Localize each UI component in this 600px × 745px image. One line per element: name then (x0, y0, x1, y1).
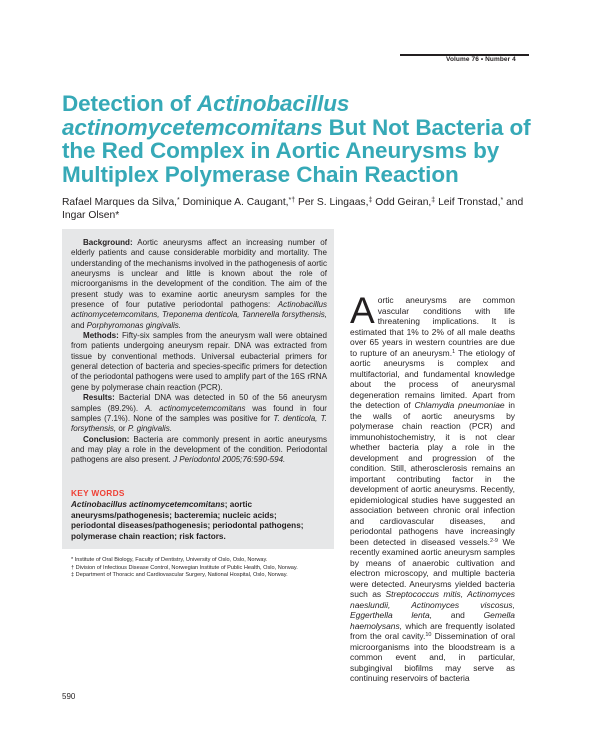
abstract-methods (71, 331, 327, 393)
body-text-part: in the walls of aortic aneurysms by polymerase chain reaction (PCR) and immunohistochemistry, it is not clear whether bacteria play a role in the development and progression of the condition. Still, atherosclerosis remains an important contributing factor in the development of aortic aneurysms. Recently, epidemiological studies have suggested an association between chronic oral infection and cardiovascular diseases, and periodontal pathogens have increasingly been detected in diseased vessels. (350, 400, 515, 547)
body-text-part: ortic aneurysms are common vascular conditions with life threatening implications. It is estimated that 1% to 2% of all male deaths over 65 years in western countries are due to rupture of an aneurysm. (350, 295, 515, 358)
section-label: Results: (83, 393, 115, 403)
species-names: Chlamydia pneumoniae (414, 400, 505, 410)
section-label: Background: (83, 238, 133, 247)
keyword-list: ; aortic aneurysms/pathogenesis; bacteremia; nucleic acids; periodontal diseases/pathogenesis; periodontal pathogens; polymerase chain reaction; risk factors. (71, 500, 304, 541)
body-text (350, 290, 515, 684)
affiliation-mark: *† (288, 197, 296, 204)
author: Per S. Lingaas, (295, 197, 369, 208)
article-title (62, 92, 542, 186)
affiliation: ‡ Department of Thoracic and Cardiovascular Surgery, National Hospital, Oslo, Norway. (71, 572, 288, 579)
section-label: Methods: (83, 331, 119, 341)
abstract-text: was found in four samples (7.1%). None of the samples was positive for (71, 403, 327, 423)
affiliations (71, 557, 346, 580)
keywords-heading: KEY WORDS (71, 488, 125, 498)
abstract-text: Aortic aneurysms affect an increasing number of elderly patients and cause considerable morbidity and mortality. The understanding of the mechanisms involved in the pathogenesis of aortic aneurysms is unclear and little is known about the role of microorganisms in the development of the condition. The aim of the present study was to examine aortic aneurysm samples for the presence of four putative periodontal pathogens: (71, 238, 327, 310)
title-part: But Not Bacteria of the Red Complex in Aortic Aneurysms by Multiplex Polymerase Chain Reaction (62, 114, 531, 187)
species-names: Streptococcus mitis, Actinomyces naeslundii, Actinomyces viscosus, Eggerthella lenta, (350, 589, 515, 620)
author: Leif Tronstad, (435, 197, 501, 208)
affiliation-mark: ‡ (431, 197, 436, 204)
abstract (71, 238, 327, 466)
affiliation: * Institute of Oral Biology, Faculty of Dentistry, University of Oslo, Oslo, Norway. (71, 557, 268, 563)
affiliation-mark: * (500, 197, 504, 204)
title-species-epithet: actinomycetemcomitans (62, 114, 323, 140)
introduction-paragraph (350, 290, 515, 684)
abstract-text: Bacteria are commonly present in aortic aneurysms and may play a role in the development of the condition. Periodontal pathogens are also present. (71, 434, 327, 465)
affiliation-mark: ‡ (368, 197, 373, 204)
abstract-text: Bacterial DNA was detected in 50 of the 56 aneurysm samples (89.2%). (71, 393, 327, 413)
author: Dominique A. Caugant, (179, 197, 289, 208)
keyword-species: Actinobacillus actinomycetemcomitans (71, 500, 225, 509)
title-part: Detection of (62, 91, 197, 116)
species-names: Actinobacillus actinomycetemcomitans, Treponema denticola, Tannerella forsythensis, (71, 300, 327, 320)
reference: 10 (425, 632, 432, 638)
species-names: P. gingivalis. (127, 424, 172, 434)
page-number: 590 (62, 692, 76, 701)
drop-cap: A (350, 290, 375, 331)
author: and Ingar Olsen* (62, 197, 524, 221)
abstract-results (71, 393, 327, 434)
abstract-text: Fifty-six samples from the aneurysm wall were obtained from patients undergoing aneurysm repair. DNA was extracted from tissue by conventional methods. Universal eubacterial primers for general detection of bacteria and species-specific primers for detection of the periodontal pathogens were used to amplify part of the 16S rRNA gene by polymerase chain reaction (PCR). (71, 331, 327, 392)
title-species-genus: Actinobacillus (196, 91, 350, 116)
body-text-part: and (432, 610, 484, 620)
species-names: Porphyromonas gingivalis. (86, 320, 182, 330)
affiliation-mark: * (177, 197, 180, 204)
author-list (62, 196, 532, 222)
abstract-background (71, 238, 327, 331)
body-text-part: which are frequently isolated from the oral cavity. (350, 620, 515, 641)
abstract-text: or (116, 424, 128, 434)
reference: 2-9 (490, 537, 498, 544)
species-names: T. denticola, T. forsythensis, (71, 413, 327, 434)
species-names: A. actinomycetemcomitans (144, 403, 246, 413)
body-text-part: Dissemination of oral microorganisms into the bloodstream is a common event and, in particular, subgingival biofilms may serve as continuing reservoirs of bacteria (350, 631, 515, 683)
author: Rafael Marques da Silva, (62, 197, 178, 208)
abstract-conclusion (71, 435, 327, 466)
citation: J Periodontol 2005;76:590-594. (173, 455, 286, 465)
species-names: Gemella haemolysans, (350, 610, 515, 631)
section-label: Conclusion: (83, 434, 130, 444)
journal-volume: Volume 76 • Number 4 (446, 56, 516, 63)
keywords (71, 500, 323, 542)
affiliation: † Division of Infectious Disease Control, Norwegian Institute of Public Health, Oslo, Norway. (71, 564, 298, 571)
body-text-part: The etiology of aortic aneurysms is complex and multifactorial, and fundamental knowledge about the process of aneurysmal degeneration remains limited. Apart from the detection of (350, 347, 515, 410)
abstract-text: and (71, 320, 87, 330)
reference: 1 (452, 348, 456, 355)
body-text-part: We recently examined aortic aneurysm samples by means of anaerobic cultivation and electron microscopy, and multiple bacteria were detected. Aneurysms yielded bacteria such as (350, 536, 515, 599)
author: Odd Geiran, (372, 197, 432, 208)
